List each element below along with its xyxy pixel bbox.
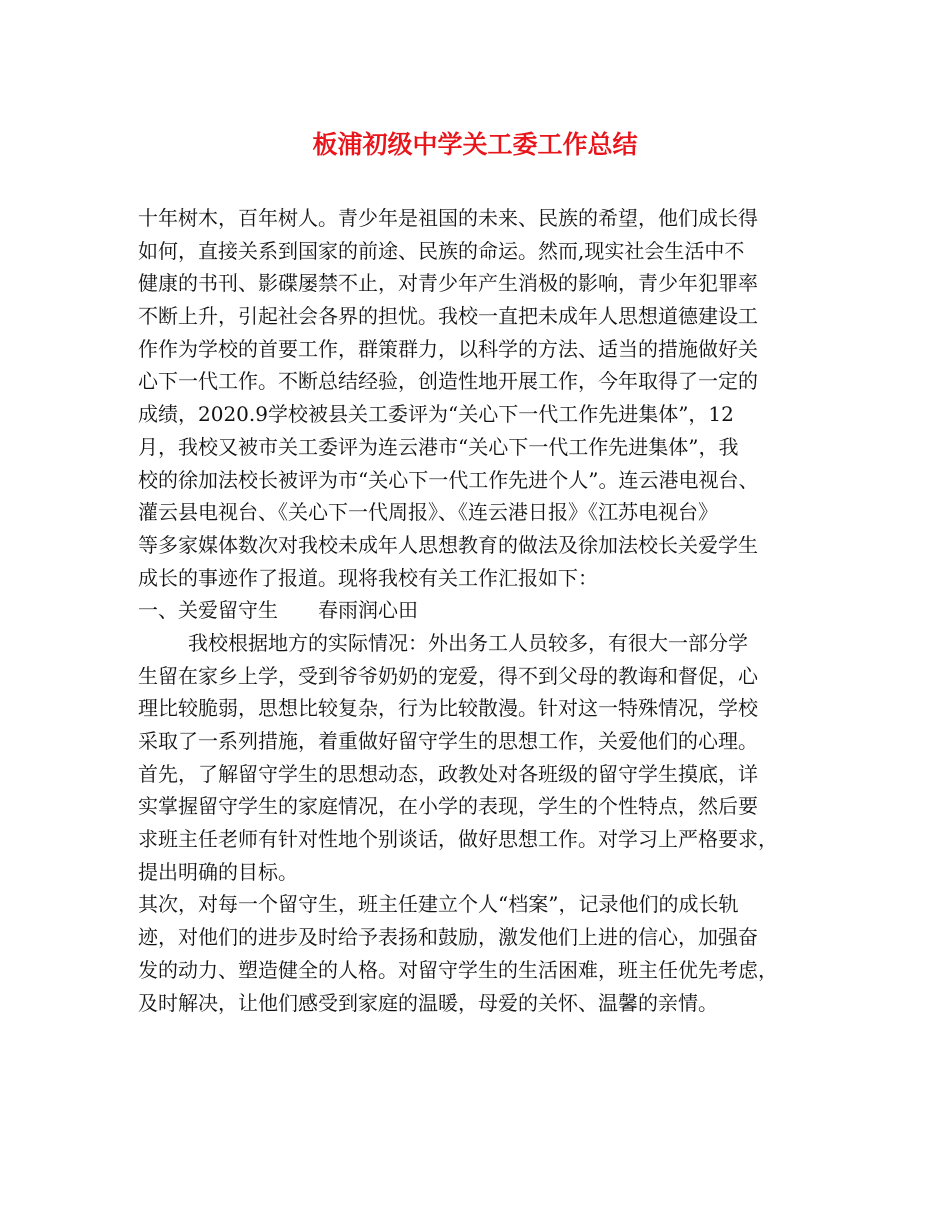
body-line: 不断上升，引起社会各界的担忧。我校一直把未成年人思想道德建设工: [138, 304, 758, 329]
body-line: 如何，直接关系到国家的前途、民族的命运。然而,现实社会生活中不: [138, 238, 745, 263]
body-line: 提出明确的目标。: [138, 859, 298, 884]
body-line: 实掌握留守学生的家庭情况，在小学的表现，学生的个性特点，然后要: [138, 794, 758, 819]
body-line: 采取了一系列措施，着重做好留守学生的思想工作，关爱他们的心理。: [138, 729, 758, 753]
body-line: 健康的书刊、影碟屡禁不止，对青少年产生消极的影响，青少年犯罪率: [138, 271, 758, 296]
body-line: 十年树木，百年树人。青少年是祖国的未来、民族的希望，他们成长得: [138, 206, 758, 230]
body-line: 成绩，2020.9学校被县关工委评为“关心下一代工作先进集体”，12: [138, 402, 734, 427]
body-line: 及时解决，让他们感受到家庭的温暖，母爱的关怀、温馨的亲情。: [138, 990, 718, 1015]
body-line: 成长的事迹作了报道。现将我校有关工作汇报如下：: [138, 565, 598, 590]
document-body: [138, 202, 818, 1019]
body-line: 求班主任老师有针对性地个别谈话，做好思想工作。对学习上严格要求，: [138, 827, 778, 852]
body-line: 迹，对他们的进步及时给予表扬和鼓励，激发他们上进的信心，加强奋: [138, 925, 758, 950]
body-line: 生留在家乡上学，受到爷爷奶奶的宠爱，得不到父母的教诲和督促，心: [138, 663, 758, 688]
body-line: 发的动力、塑造健全的人格。对留守学生的生活困难，班主任优先考虑，: [138, 957, 778, 982]
body-line: 等多家媒体数次对我校未成年人思想教育的做法及徐加法校长关爱学生: [138, 532, 758, 557]
body-line: 其次，对每一个留守生，班主任建立个人“档案”，记录他们的成长轨: [138, 892, 739, 917]
body-line: 作作为学校的首要工作，群策群力，以科学的方法、适当的措施做好关: [138, 336, 758, 361]
body-line: 校的徐加法校长被评为市“关心下一代工作先进个人”。连云港电视台、: [138, 467, 759, 492]
body-line: 首先，了解留守学生的思想动态，政教处对各班级的留守学生摸底，详: [138, 761, 758, 786]
body-line: 我校根据地方的实际情况：外出务工人员较多，有很大一部分学: [188, 630, 748, 655]
body-line: 一、关爱留守生 春雨润心田: [138, 598, 418, 623]
body-line: 心下一代工作。不断总结经验，创造性地开展工作，今年取得了一定的: [138, 369, 758, 394]
body-line: 月，我校又被市关工委评为连云港市“关心下一代工作先进集体”，我: [138, 434, 739, 459]
document-title: 板浦初级中学关工委工作总结: [312, 130, 638, 159]
body-line: 理比较脆弱，思想比较复杂，行为比较散漫。针对这一特殊情况，学校: [138, 696, 758, 721]
body-line: 灌云县电视台、《关心下一代周报》、《连云港日报》《江苏电视台》: [138, 500, 718, 525]
